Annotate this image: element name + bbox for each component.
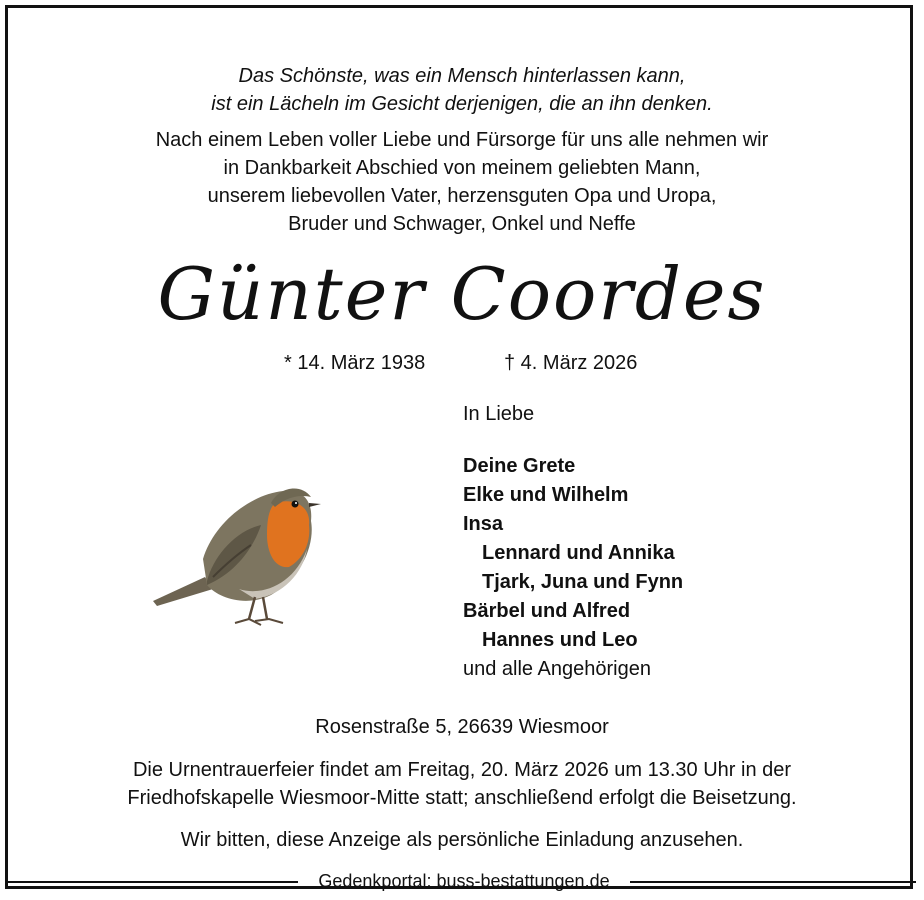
obituary-frame — [5, 5, 913, 889]
mourners-closing: und alle Angehörigen — [463, 658, 651, 680]
memorial-portal-link[interactable]: Gedenkportal: buss-bestattungen.de — [318, 871, 610, 891]
deceased-name: Günter Coordes — [157, 252, 767, 336]
intro-line: Nach einem Leben voller Liebe und Fürsorge für uns alle nehmen wir — [155, 129, 769, 151]
mourner-name: Lennard und Annika — [482, 542, 675, 564]
ceremony-line: Die Urnentrauerfeier findet am Freitag, 20. März 2026 um 13.30 Uhr in der — [132, 759, 792, 781]
mourner-name: Elke und Wilhelm — [463, 484, 629, 506]
intro-line: Bruder und Schwager, Onkel und Neffe — [288, 213, 636, 235]
mourner-name: Deine Grete — [463, 455, 576, 477]
mourners-intro: In Liebe — [463, 403, 535, 425]
mourner-name: Tjark, Juna und Fynn — [482, 571, 684, 593]
intro-text — [8, 126, 916, 238]
ceremony-line: Friedhofskapelle Wiesmoor-Mitte statt; anschließend erfolgt die Beisetzung. — [127, 787, 797, 809]
quote-line: ist ein Lächeln im Gesicht derjenigen, die an ihn denken. — [211, 93, 713, 115]
footer-divider-right — [630, 881, 916, 883]
intro-line: in Dankbarkeit Abschied von meinem geliebten Mann, — [223, 157, 701, 179]
intro-line: unserem liebevollen Vater, herzensguten Opa und Uropa, — [207, 185, 717, 207]
robin-tail — [153, 577, 213, 606]
mourner-name: Bärbel und Alfred — [463, 600, 631, 622]
memorial-quote — [8, 62, 916, 118]
birth-date: * 14. März 1938 — [284, 352, 426, 374]
robin-eye — [292, 501, 299, 508]
mourner-name: Insa — [463, 513, 504, 535]
address: Rosenstraße 5, 26639 Wiesmoor — [315, 716, 609, 738]
quote-line: Das Schönste, was ein Mensch hinterlassen kann, — [238, 65, 686, 87]
robin-bird-image — [143, 473, 328, 638]
death-date: † 4. März 2026 — [504, 352, 638, 374]
mourners-list — [463, 400, 683, 684]
robin-beak — [309, 503, 321, 507]
ceremony-info — [8, 756, 916, 812]
footer-divider-left — [8, 881, 298, 883]
footer — [8, 870, 916, 894]
invitation-note: Wir bitten, diese Anzeige als persönliche Einladung anzusehen. — [180, 829, 744, 851]
mourner-name: Hannes und Leo — [482, 629, 638, 651]
